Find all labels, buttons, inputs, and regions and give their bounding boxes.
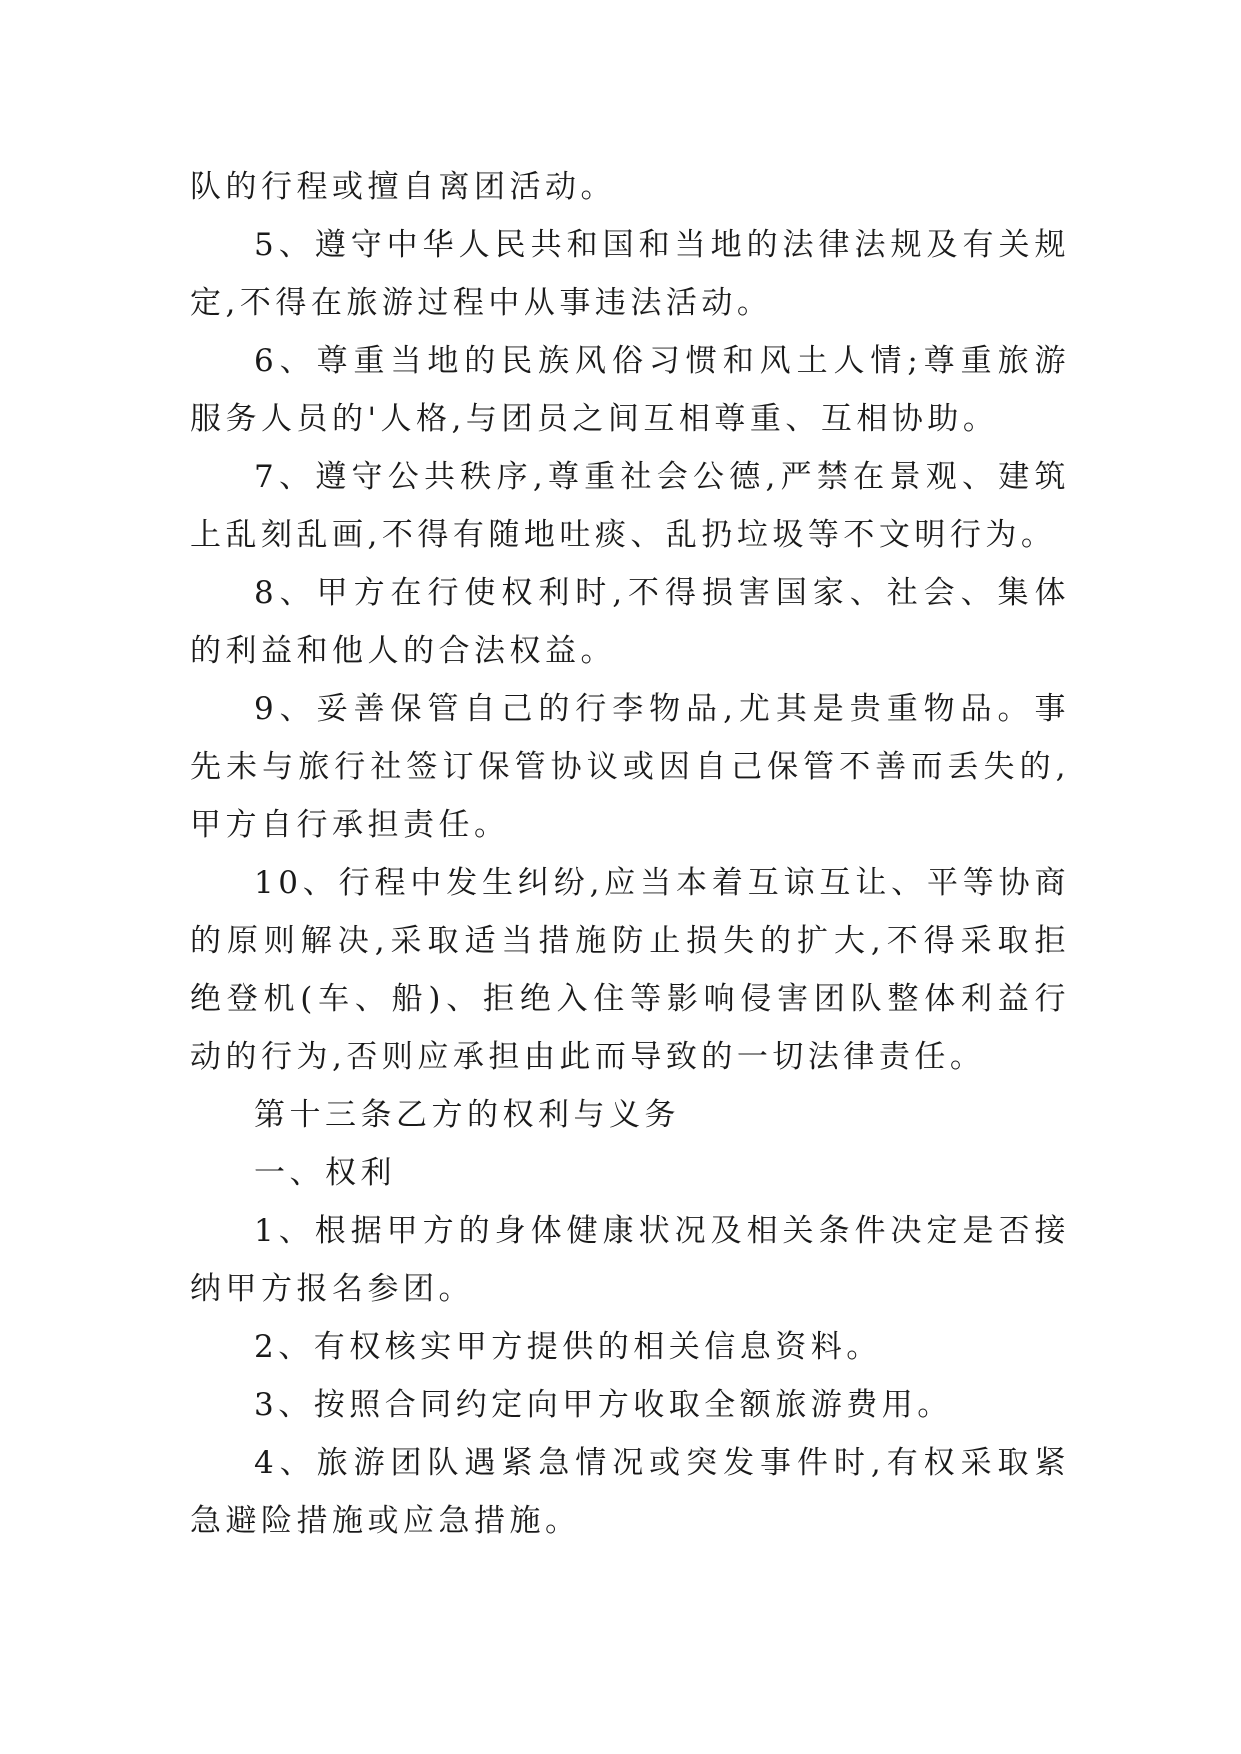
section-heading-article-13: 第十三条乙方的权利与义务 xyxy=(254,1097,680,1133)
paragraph-item-6: 6、尊重当地的民族风俗习惯和风土人情;尊重旅游服务人员的'人格,与团员之间互相尊重、互相协助。 xyxy=(190,343,1070,437)
paragraph-item-8: 8、甲方在行使权利时,不得损害国家、社会、集体的利益和他人的合法权益。 xyxy=(190,575,1070,669)
paragraph-item-10: 10、行程中发生纠纷,应当本着互谅互让、平等协商的原则解决,采取适当措施防止损失的扩大,不得采取拒绝登机(车、船)、拒绝入住等影响侵害团队整体利益行动的行为,否则应承担由此而导致的一切法律责任。 xyxy=(190,865,1070,1075)
paragraph-right-4: 4、旅游团队遇紧急情况或突发事件时,有权采取紧急避险措施或应急措施。 xyxy=(190,1445,1070,1539)
paragraph-continuation: 队的行程或擅自离团活动。 xyxy=(190,169,616,205)
paragraph-item-7: 7、遵守公共秩序,尊重社会公德,严禁在景观、建筑上乱刻乱画,不得有随地吐痰、乱扔垃圾等不文明行为。 xyxy=(190,459,1070,553)
paragraph-item-9: 9、妥善保管自己的行李物品,尤其是贵重物品。事先未与旅行社签订保管协议或因自己保管不善而丢失的,甲方自行承担责任。 xyxy=(190,691,1070,843)
document-body xyxy=(190,158,1070,1550)
paragraph-right-1: 1、根据甲方的身体健康状况及相关条件决定是否接纳甲方报名参团。 xyxy=(190,1213,1070,1307)
subsection-heading-rights: 一、权利 xyxy=(254,1155,396,1191)
paragraph-item-5: 5、遵守中华人民共和国和当地的法律法规及有关规定,不得在旅游过程中从事违法活动。 xyxy=(190,227,1070,321)
paragraph-right-2: 2、有权核实甲方提供的相关信息资料。 xyxy=(254,1329,882,1365)
paragraph-right-3: 3、按照合同约定向甲方收取全额旅游费用。 xyxy=(254,1387,953,1423)
